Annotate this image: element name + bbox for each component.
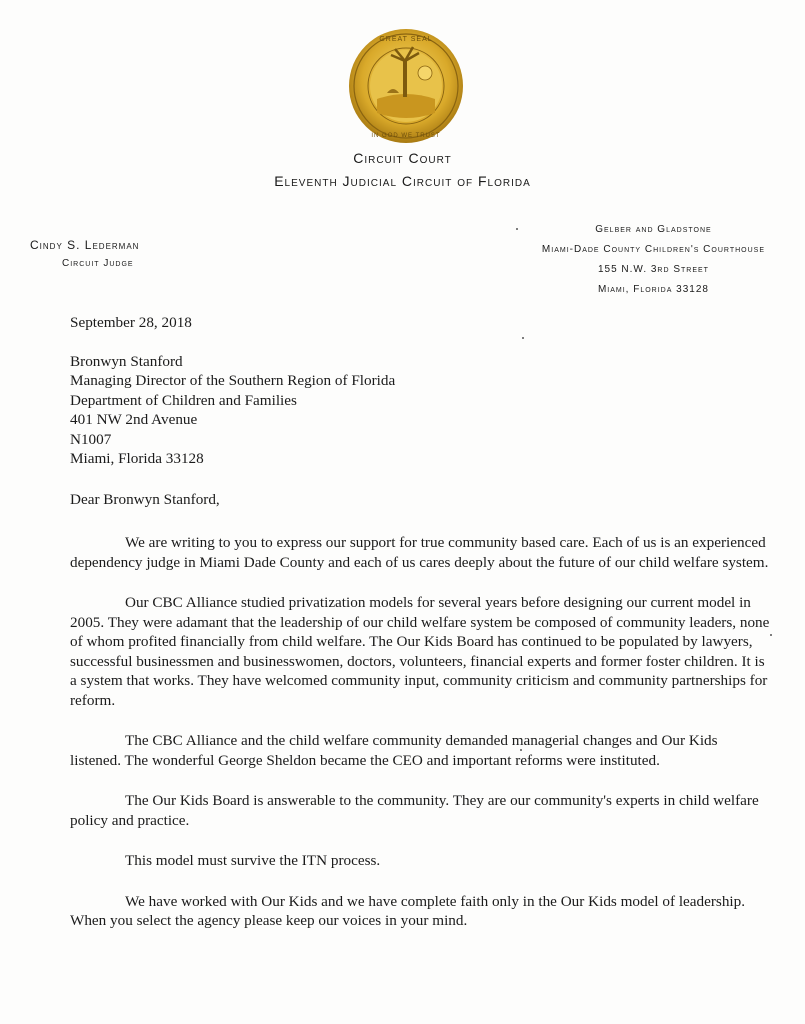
address-line: Miami-Dade County Children's Courthouse (541, 244, 765, 255)
recipient-line: N1007 (70, 430, 112, 448)
court-name: Circuit Court (353, 150, 452, 166)
paragraph: We are writing to you to express our support for true community based care. Each of us is an experienced dependency judge in Miami Dade County and each of us cares deeply about the future of our child welfare system. (70, 534, 769, 571)
address-line: 155 N.W. 3rd Street (597, 264, 709, 275)
paragraph: Our CBC Alliance studied privatization models for several years before designing our current model in 2005. They were adamant that the leadership of our child welfare system be composed of community leaders, none of whom profited financially from child welfare. The Our Kids Board has continued to be populated by lawyers, successful businessmen and businesswomen, doctors, volunteers, financial experts and former foster children. It is a system that works. They have welcomed community input, community criticism and community partnerships for reform. (70, 594, 770, 709)
salutation: Dear Bronwyn Stanford, (70, 490, 220, 508)
judge-name: Cindy S. Lederman (30, 238, 140, 252)
judge-title: Circuit Judge (62, 258, 134, 269)
recipient-line: Managing Director of the Southern Region of Florida (70, 372, 396, 389)
florida-state-seal (347, 27, 465, 145)
recipient-line: Miami, Florida 33128 (70, 450, 204, 467)
recipient-line: 401 NW 2nd Avenue (70, 411, 198, 428)
recipient-line: Bronwyn Stanford (70, 352, 183, 370)
scan-speck (516, 228, 518, 230)
letter-date: September 28, 2018 (70, 314, 192, 331)
svg-text:GREAT SEAL: GREAT SEAL (379, 36, 433, 43)
paragraph: We have worked with Our Kids and we have complete faith only in the Our Kids model of leadership. When you select the agency please keep our voices in your mind. (70, 892, 746, 929)
recipient-block (70, 352, 770, 469)
paragraph: This model must survive the ITN process. (125, 852, 381, 869)
address-line: Gelber and Gladstone (595, 224, 712, 235)
scan-speck (522, 337, 524, 339)
paragraph: The CBC Alliance and the child welfare community demanded managerial changes and Our Kids listened. The wonderful George Sheldon became the CEO and important reforms were instituted. (70, 732, 718, 769)
scan-speck (770, 634, 772, 636)
recipient-line: Department of Children and Families (70, 391, 297, 409)
courthouse-address (542, 220, 765, 300)
svg-text:IN GOD WE TRUST: IN GOD WE TRUST (371, 133, 441, 139)
letter-body (70, 313, 770, 931)
scan-speck (520, 749, 522, 751)
paragraph: The Our Kids Board is answerable to the community. They are our community's experts in child welfare policy and practice. (70, 792, 759, 829)
circuit-name: Eleventh Judicial Circuit of Florida (274, 173, 531, 189)
address-line: Miami, Florida 33128 (597, 284, 709, 295)
